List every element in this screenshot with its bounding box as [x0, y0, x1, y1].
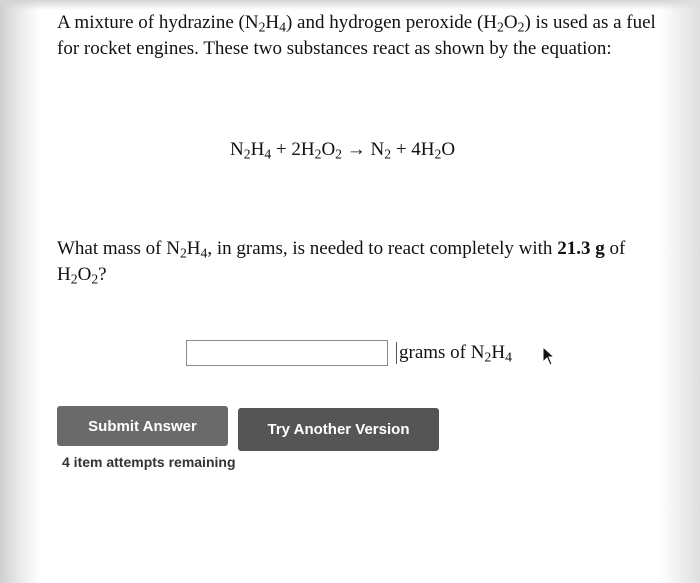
answer-row: [186, 337, 512, 369]
photo-shadow-right: [660, 0, 700, 583]
attempts-remaining: 4 item attempts remaining: [62, 454, 236, 470]
photo-shadow-top: [0, 0, 700, 10]
mouse-pointer-icon: [542, 346, 556, 366]
question-text: What mass of $N_2H_4$, in grams, is needed to react completely with 21.3 g of $H_2O_2$?: [57, 238, 626, 287]
answer-input[interactable]: [186, 340, 388, 366]
problem-intro: A mixture of hydrazine $(N_2H_4)$ and hydrogen peroxide $(H_2O_2)$ is used as a fuel for rocket engines. These two substances react as shown by the equation:: [57, 12, 656, 59]
chemical-equation: $N_2H_4 + 2H_2O_2 \to N_2 + 4H_2O$: [230, 139, 456, 162]
photo-shadow-left: [0, 0, 40, 583]
try-another-version-button[interactable]: Try Another Version: [238, 408, 439, 451]
answer-units: grams of $N_2H_4$: [396, 342, 512, 364]
given-mass: 21.3 g: [557, 238, 605, 259]
submit-answer-button[interactable]: Submit Answer: [57, 406, 228, 446]
